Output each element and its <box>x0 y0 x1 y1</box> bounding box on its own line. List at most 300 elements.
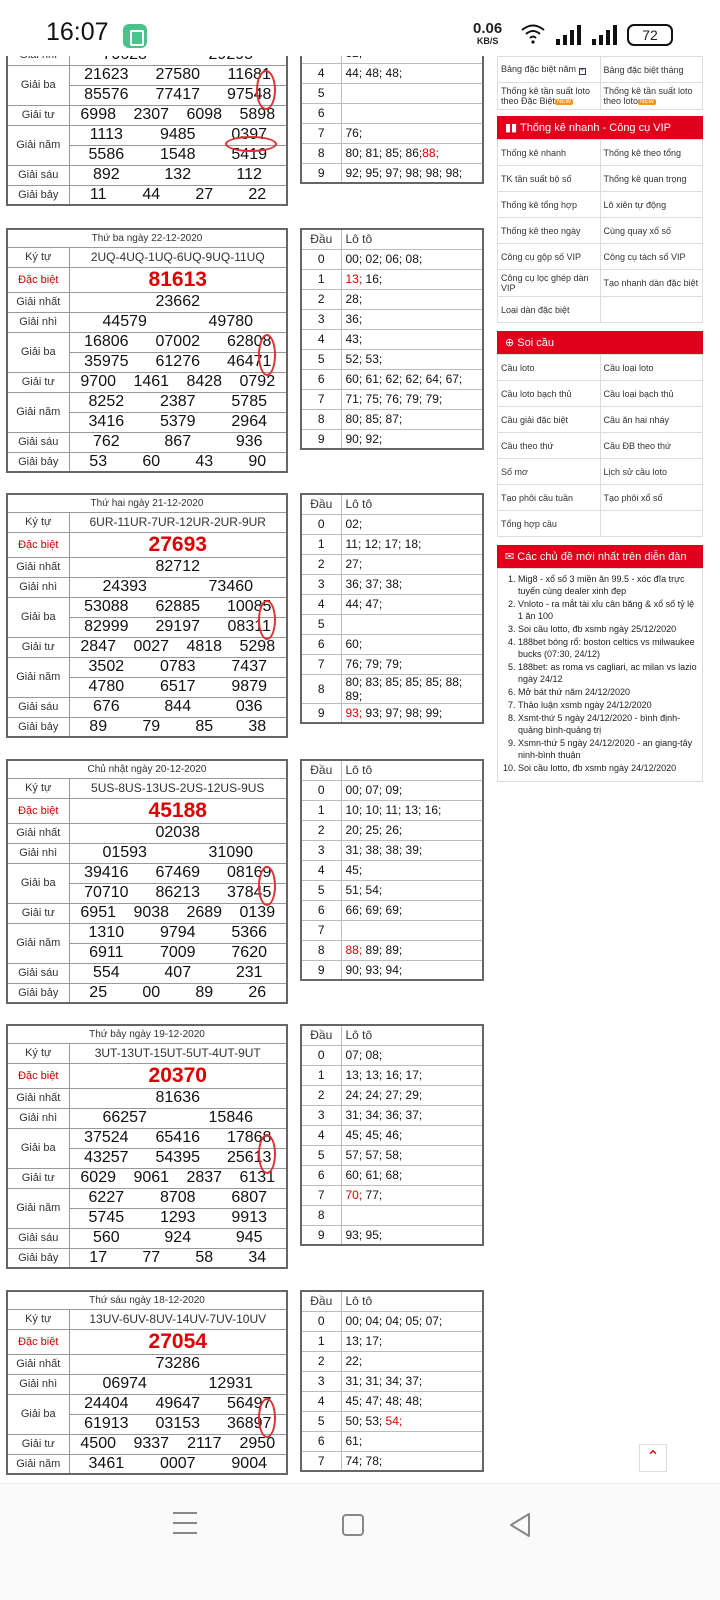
expand-icon[interactable]: + <box>580 68 584 74</box>
prize-number: 0027 <box>133 638 170 655</box>
loto-head-digit: 6 <box>301 103 341 123</box>
prize-number: 85 <box>195 717 214 735</box>
sidebar-row <box>498 407 703 433</box>
loto-row <box>301 389 483 409</box>
prize-number: 00 <box>142 983 161 1001</box>
forum-header: ✉ Các chủ đề mới nhất trên diễn đàn <box>497 545 703 568</box>
prize-number: 2950 <box>239 1435 276 1452</box>
table-row <box>7 1063 287 1088</box>
prize-cell <box>69 637 287 657</box>
sidebar-link[interactable]: Cầu loto <box>498 355 601 381</box>
first-prize: 02038 <box>69 823 287 843</box>
sidebar-row <box>498 355 703 381</box>
loto-values <box>341 654 483 674</box>
loto-values <box>341 780 483 800</box>
forum-topic-link[interactable]: 2. Vnloto - ra mắt tài xỉu cân băng & xổ số tỷ lệ 1 ăn 100 <box>518 598 698 622</box>
prize-number: 54395 <box>155 1149 200 1166</box>
sidebar-row <box>498 166 703 192</box>
prize-number: 6227 <box>88 1189 125 1206</box>
prize-number: 77 <box>142 1248 161 1266</box>
draw-code: 2UQ-4UQ-1UQ-6UQ-9UQ-11UQ <box>69 247 287 267</box>
sidebar-link[interactable]: Thống kê theo tổng <box>600 140 703 166</box>
label-ba: Giải ba <box>7 597 69 637</box>
prize-cell <box>69 432 287 452</box>
special-prize: 20370 <box>69 1063 287 1088</box>
draw-code: 3UT-13UT-15UT-5UT-4UT-9UT <box>69 1043 287 1063</box>
prize-cell <box>69 717 287 737</box>
loto-values <box>341 83 483 103</box>
loto-row <box>301 1311 483 1331</box>
prize-cell <box>69 843 287 863</box>
sidebar-link[interactable]: Tạo phôi cầu tuần <box>498 485 601 511</box>
prize-number: 560 <box>92 1229 120 1246</box>
scroll-top-button[interactable]: ⌃ <box>639 1444 667 1472</box>
loto-values <box>341 1431 483 1451</box>
result-table <box>6 1290 288 1475</box>
prize-number: 31090 <box>208 844 254 861</box>
sidebar-row <box>498 485 703 511</box>
vip-tools-header: ▮▮ Thống kê nhanh - Công cụ VIP <box>497 116 703 139</box>
partial-result-table <box>6 44 288 206</box>
loto-head-digit: 9 <box>301 163 341 183</box>
loto-head-digit: 0 <box>301 1311 341 1331</box>
prize-number: 2117 <box>187 1435 222 1452</box>
loto-row <box>301 1225 483 1245</box>
forum-topic-link[interactable]: 7. Thảo luận xsmb ngày 24/12/2020 <box>518 699 698 711</box>
label-ba: Giải ba <box>7 1394 69 1434</box>
loto-row <box>301 1125 483 1145</box>
prize-number: 24404 <box>84 1395 129 1412</box>
table-row <box>7 963 287 983</box>
loto-values <box>341 143 483 163</box>
prize-number: 8252 <box>88 393 125 410</box>
prize-cell <box>69 577 287 597</box>
annotation-circle <box>258 334 276 376</box>
sidebar-link[interactable]: Bảng đặc biệt năm + <box>498 57 601 83</box>
prize-number: 1548 <box>159 146 196 163</box>
loto-values <box>341 349 483 369</box>
prize-cell <box>69 863 287 883</box>
prize-cell <box>69 1454 287 1474</box>
loto-table <box>300 1024 484 1246</box>
prize-number: 6131 <box>239 1169 276 1186</box>
loto-text: 60; <box>345 637 363 651</box>
prize-number: 5898 <box>239 106 276 123</box>
loto-values <box>341 1411 483 1431</box>
label-sau: Giải sáu <box>7 963 69 983</box>
prize-number: 53 <box>89 452 108 470</box>
loto-values <box>341 800 483 820</box>
sidebar-link[interactable]: Tổng hợp cầu <box>498 511 601 537</box>
prize-number: 21623 <box>84 66 129 83</box>
loto-values <box>341 674 483 703</box>
special-prize: 27693 <box>69 532 287 557</box>
prize-cell <box>69 697 287 717</box>
prize-cell <box>69 1108 287 1128</box>
loto-values <box>341 103 483 123</box>
loto-text: 45; 45; 46; <box>345 1128 403 1142</box>
prize-number: 27580 <box>155 66 200 83</box>
prize-number: 7009 <box>159 944 196 961</box>
home-icon[interactable] <box>342 1514 364 1536</box>
prize-number: 17 <box>89 1248 108 1266</box>
sidebar-link[interactable]: TK tần suất bộ số <box>498 166 601 192</box>
loto-row <box>301 840 483 860</box>
table-head-row <box>7 760 287 778</box>
label-ba: Giải ba <box>7 65 69 105</box>
prize-number: 3416 <box>88 413 125 430</box>
loto-values <box>341 920 483 940</box>
loto-values <box>341 554 483 574</box>
table-row <box>7 1374 287 1394</box>
loto-special: 54; <box>382 1414 403 1428</box>
loto-head-digit: 1 <box>301 534 341 554</box>
prize-number: 65416 <box>155 1129 200 1146</box>
sidebar-link[interactable]: Công cụ gộp số VIP <box>498 244 601 270</box>
loto-row <box>301 1165 483 1185</box>
prize-cell <box>69 1394 287 1414</box>
annotation-circle <box>258 1398 276 1438</box>
table-row <box>7 432 287 452</box>
loto-text: 20; 25; 26; <box>345 823 403 837</box>
loto-values <box>341 123 483 143</box>
loto-header-row <box>301 494 483 514</box>
loto-special: 88; <box>422 146 439 160</box>
loto-head-digit: 5 <box>301 349 341 369</box>
prize-number: 89 <box>195 983 214 1001</box>
loto-values <box>341 1125 483 1145</box>
sidebar-link[interactable]: Công cụ tách số VIP <box>600 244 703 270</box>
sidebar-link[interactable]: Cầu ăn hai nháy <box>600 407 703 433</box>
loto-row <box>301 1185 483 1205</box>
loto-values <box>341 1311 483 1331</box>
sidebar-link[interactable]: Loại dàn đặc biệt <box>498 297 601 323</box>
loto-text: 31; 31; 34; 37; <box>345 1374 423 1388</box>
loto-row <box>301 103 483 123</box>
loto-values <box>341 703 483 723</box>
sidebar-link[interactable]: Lịch sử cầu loto <box>600 459 703 485</box>
sidebar-link[interactable]: Cầu giải đặc biệt <box>498 407 601 433</box>
loto-head-digit: 0 <box>301 780 341 800</box>
prize-number: 2847 <box>80 638 116 655</box>
sidebar-link[interactable]: Số mơ <box>498 459 601 485</box>
prize-number: 82999 <box>84 618 129 635</box>
sidebar-link[interactable]: Thống kê tần suất loto theo loto NEW <box>600 83 703 110</box>
label-nhat: Giải nhất <box>7 823 69 843</box>
loto-text: 61; <box>345 1434 363 1448</box>
loto-head-digit: 1 <box>301 1065 341 1085</box>
loto-text: 52; 53; <box>345 352 383 366</box>
sidebar-link[interactable]: Thống kê nhanh <box>498 140 601 166</box>
loto-head-digit: 0 <box>301 249 341 269</box>
loto-text: 50; 53; <box>345 1414 383 1428</box>
prize-number: 9061 <box>133 1169 170 1186</box>
prize-number: 24393 <box>102 578 147 595</box>
loto-text: 80; 83; 85; 85; 85; 88; 89; <box>345 674 463 703</box>
sidebar-link[interactable]: Cầu theo thứ <box>498 433 601 459</box>
loto-values <box>341 163 483 183</box>
loto-values <box>341 514 483 534</box>
loto-text: 45; 47; 48; 48; <box>345 1394 423 1408</box>
forum-topic-link[interactable]: 9. Xsmn-thứ 5 ngày 24/12/2020 - an giang-tây ninh-bình thuận <box>518 737 698 761</box>
loto-header-loto: Lô tô <box>341 1025 483 1045</box>
prize-number: 36897 <box>226 1415 272 1432</box>
prize-number: 11681 <box>227 66 271 83</box>
table-row <box>7 1354 287 1374</box>
loto-head-digit: 1 <box>301 1331 341 1351</box>
prize-number: 0139 <box>239 904 276 921</box>
loto-text: 44; 47; <box>345 597 383 611</box>
loto-row <box>301 674 483 703</box>
draw-date: Chủ nhật ngày 20-12-2020 <box>7 760 287 778</box>
prize-cell <box>69 923 287 943</box>
loto-header-dau: Đầu <box>301 760 341 780</box>
prize-number: 5366 <box>231 924 267 941</box>
prize-number: 4818 <box>186 638 223 655</box>
table-row <box>7 1394 287 1414</box>
prize-cell <box>69 943 287 963</box>
prize-number: 44 <box>142 185 161 203</box>
prize-number: 6029 <box>80 1169 116 1186</box>
prize-number: 17868 <box>226 1129 272 1146</box>
label-nam: Giải năm <box>7 392 69 432</box>
loto-head-digit: 3 <box>301 1371 341 1391</box>
loto-row <box>301 900 483 920</box>
table-row <box>7 1128 287 1148</box>
prize-number: 8708 <box>159 1189 196 1206</box>
table-row <box>7 1454 287 1474</box>
loto-head-digit: 6 <box>301 900 341 920</box>
table-head-row <box>7 229 287 247</box>
table-row <box>7 823 287 843</box>
new-badge: NEW <box>640 98 655 105</box>
loto-head-digit: 4 <box>301 594 341 614</box>
table-row <box>7 1329 287 1354</box>
loto-values <box>341 409 483 429</box>
loto-text: 76; 79; 79; <box>345 657 403 671</box>
forum-topic-link[interactable]: 3. Soi cầu lotto, đb xsmb ngày 25/12/2020 <box>518 623 698 635</box>
prize-cell <box>69 372 287 392</box>
loto-head-digit: 7 <box>301 920 341 940</box>
new-badge: NEW <box>557 98 572 105</box>
prize-number: 43 <box>195 452 214 470</box>
label-nhat: Giải nhất <box>7 1354 69 1374</box>
prize-number: 49647 <box>155 1395 200 1412</box>
label-tu: Giải tư <box>7 1168 69 1188</box>
loto-text: 24; 24; 27; 29; <box>345 1088 423 1102</box>
loto-text: 45; <box>345 863 363 877</box>
loto-head-digit: 7 <box>301 654 341 674</box>
prize-number: 1461 <box>133 373 170 390</box>
table-row <box>7 512 287 532</box>
prize-cell <box>69 983 287 1003</box>
loto-values <box>341 429 483 449</box>
result-table <box>6 228 288 473</box>
forum-topic-link[interactable]: 6. Mở bát thứ năm 24/12/2020 <box>518 686 698 698</box>
label-ba: Giải ba <box>7 863 69 903</box>
prize-number: 3502 <box>88 658 125 675</box>
prize-number: 35975 <box>84 353 129 370</box>
loto-values <box>341 1371 483 1391</box>
label-bay: Giải bảy <box>7 1248 69 1268</box>
loto-head-digit: 8 <box>301 143 341 163</box>
sidebar-row <box>498 192 703 218</box>
prize-number: 39416 <box>84 864 129 881</box>
menu-icon[interactable] <box>173 1512 197 1542</box>
prize-number: 97548 <box>226 86 272 103</box>
loto-row <box>301 83 483 103</box>
sidebar-link[interactable]: Tạo phôi xổ số <box>600 485 703 511</box>
first-prize: 73286 <box>69 1354 287 1374</box>
sidebar-link[interactable]: Cầu loại loto <box>600 355 703 381</box>
label-tu: Giải tư <box>7 1434 69 1454</box>
prize-number: 43257 <box>84 1149 129 1166</box>
prize-cell <box>69 1208 287 1228</box>
sidebar-link[interactable]: Cùng quay xổ số <box>600 218 703 244</box>
prize-number: 03153 <box>155 1415 200 1432</box>
prize-cell <box>69 657 287 677</box>
sidebar-link[interactable]: Tạo nhanh dàn đặc biệt <box>600 270 703 297</box>
loto-head-digit: 2 <box>301 820 341 840</box>
sidebar-link[interactable]: Cầu loại bạch thủ <box>600 381 703 407</box>
loto-text: 71; 75; 76; 79; 79; <box>345 392 443 406</box>
loto-text: 74; 78; <box>345 1453 383 1468</box>
sidebar-row <box>498 511 703 537</box>
sidebar-link[interactable]: Thống kê theo ngày <box>498 218 601 244</box>
prize-number: 22 <box>248 185 267 203</box>
sidebar-link[interactable]: Cầu ĐB theo thứ <box>600 433 703 459</box>
sidebar-link[interactable]: Thống kê tần suất loto theo Đặc Biệt NEW <box>498 83 601 110</box>
table-head-row <box>7 1025 287 1043</box>
prize-number: 9879 <box>231 678 267 695</box>
back-icon[interactable] <box>507 1512 533 1538</box>
forum-topic-link[interactable]: 1. Mig8 - xổ số 3 miền ăn 99.5 - xóc đĩa trực tuyến cùng dealer xinh đẹp <box>518 573 698 597</box>
loto-text: 66; 69; 69; <box>345 903 403 917</box>
table-row <box>7 983 287 1003</box>
prize-cell <box>69 1188 287 1208</box>
prize-number: 56497 <box>226 1395 272 1412</box>
loto-text: 51; 54; <box>345 883 383 897</box>
sidebar-row <box>498 433 703 459</box>
loto-head-digit: 4 <box>301 860 341 880</box>
loto-table <box>300 1290 484 1472</box>
forum-topic-link[interactable]: 8. Xsmt-thứ 5 ngày 24/12/2020 - bình định-quảng bình-quảng trị <box>518 712 698 736</box>
prize-cell <box>69 1414 287 1434</box>
prize-cell <box>69 1228 287 1248</box>
prize-number: 5785 <box>231 393 267 410</box>
table-row <box>7 1188 287 1208</box>
sidebar-link[interactable]: Thống kê tổng hợp <box>498 192 601 218</box>
prize-number: 9004 <box>231 1454 267 1472</box>
loto-row <box>301 534 483 554</box>
loto-row <box>301 1331 483 1351</box>
label-nam: Giải năm <box>7 923 69 963</box>
loto-row <box>301 63 483 83</box>
prize-number: 554 <box>92 964 120 981</box>
loto-text: 27; <box>345 557 363 571</box>
loto-head-digit: 7 <box>301 123 341 143</box>
loto-head-digit: 1 <box>301 800 341 820</box>
loto-text: 44; 48; 48; <box>345 66 403 80</box>
sidebar-link[interactable]: Thống kê quan trọng <box>600 166 703 192</box>
loto-row <box>301 1431 483 1451</box>
first-prize: 81636 <box>69 1088 287 1108</box>
prize-number: 2689 <box>186 904 223 921</box>
empty-cell <box>600 511 703 537</box>
loto-head-digit: 6 <box>301 634 341 654</box>
prize-number: 5745 <box>88 1209 125 1226</box>
loto-text: 80; 81; 85; 86; <box>345 146 423 160</box>
prize-number: 6911 <box>89 944 124 961</box>
prize-cell <box>69 1248 287 1268</box>
loto-values <box>341 940 483 960</box>
prize-number: 6098 <box>186 106 223 123</box>
sidebar-link[interactable]: Lô xiên tự động <box>600 192 703 218</box>
sidebar-link[interactable]: Công cụ lọc ghép dàn VIP <box>498 270 601 297</box>
label-nhi: Giải nhì <box>7 312 69 332</box>
loto-row <box>301 429 483 449</box>
prize-number: 25613 <box>226 1149 272 1166</box>
loto-row <box>301 780 483 800</box>
prize-number: 15846 <box>208 1109 254 1126</box>
loto-head-digit: 9 <box>301 703 341 723</box>
loto-head-digit: 2 <box>301 554 341 574</box>
annotation-circle <box>258 600 276 640</box>
prize-number: 407 <box>164 964 192 981</box>
result-table <box>6 1024 288 1269</box>
prize-number: 10085 <box>226 598 272 615</box>
prize-number: 90 <box>248 452 267 470</box>
prize-number: 34 <box>248 1248 267 1266</box>
forum-topic-link[interactable]: 5. 188bet: as roma vs cagliari, ac milan vs lazio ngày 24/12 <box>518 661 698 685</box>
prize-number: 8428 <box>186 373 223 390</box>
loto-text: 43; <box>345 332 363 346</box>
loto-header-dau: Đầu <box>301 1291 341 1311</box>
loto-values <box>341 1105 483 1125</box>
loto-head-digit: 2 <box>301 1351 341 1371</box>
loto-text: 76; <box>345 126 363 140</box>
forum-topic-link[interactable]: 10. Soi cầu lotto, đb xsmb ngày 24/12/2020 <box>518 762 698 774</box>
loto-row <box>301 143 483 163</box>
forum-topic-link[interactable]: 4. 188bet bóng rổ: boston celtics vs milwaukee bucks (07:30, 24/12) <box>518 636 698 660</box>
loto-text: 90; 92; <box>345 431 383 446</box>
sidebar-link[interactable]: Cầu loto bạch thủ <box>498 381 601 407</box>
loto-text: 28; <box>345 292 363 306</box>
prize-number: 08311 <box>227 618 271 635</box>
loto-row <box>301 409 483 429</box>
sidebar-link[interactable]: Bảng đặc biệt tháng <box>600 57 703 83</box>
table-head-row <box>7 1291 287 1309</box>
loto-text: 93; 95; <box>345 1227 383 1242</box>
loto-special: 88; <box>345 943 363 957</box>
label-nam: Giải năm <box>7 125 69 165</box>
loto-head-digit: 3 <box>301 840 341 860</box>
loto-head-digit: 3 <box>301 1105 341 1125</box>
prize-number: 0783 <box>159 658 196 675</box>
table-row <box>7 372 287 392</box>
prize-number: 53088 <box>84 598 129 615</box>
loto-row <box>301 1451 483 1471</box>
label-nhi: Giải nhì <box>7 1108 69 1128</box>
loto-head-digit: 9 <box>301 960 341 980</box>
result-table <box>6 759 288 1004</box>
prize-number: 70710 <box>84 884 129 901</box>
sidebar-row <box>498 381 703 407</box>
prize-number: 0397 <box>231 126 267 143</box>
prize-cell <box>69 352 287 372</box>
prize-number: 5298 <box>239 638 276 655</box>
loto-values <box>341 1351 483 1371</box>
